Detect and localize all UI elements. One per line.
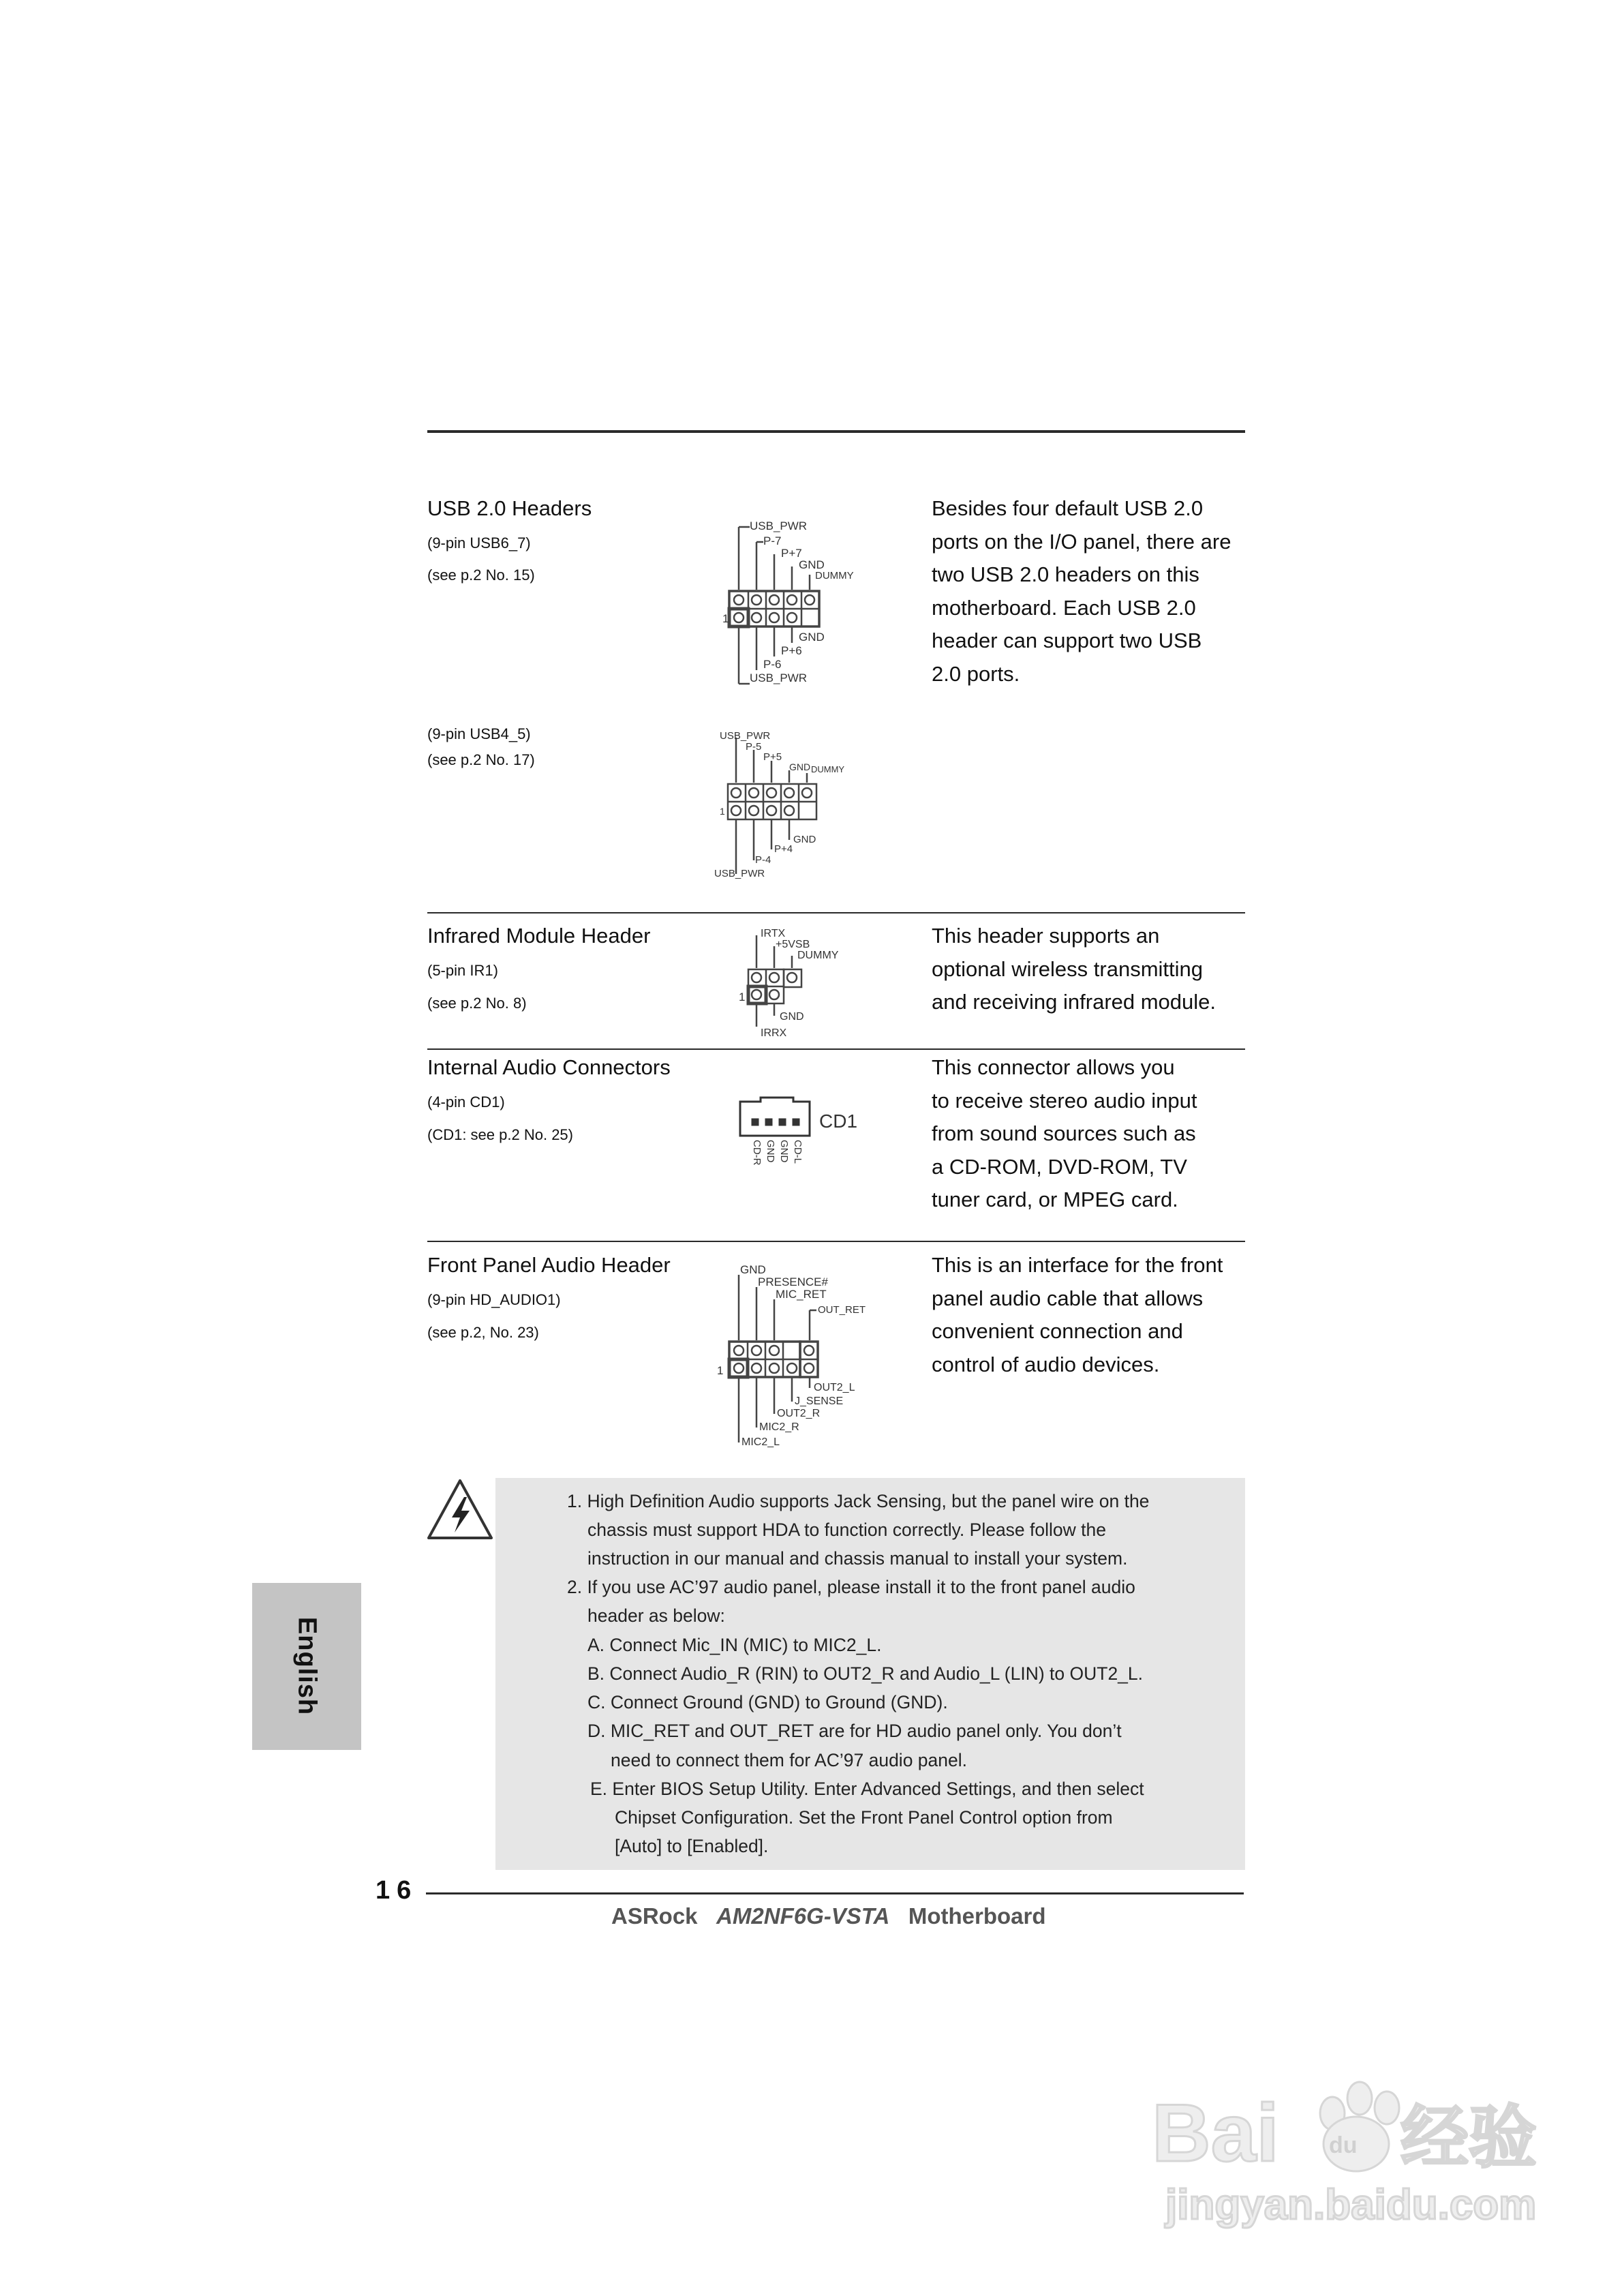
svg-text:MIC2_L: MIC2_L bbox=[741, 1436, 780, 1448]
svg-text:1: 1 bbox=[717, 1364, 724, 1377]
svg-text:GND: GND bbox=[793, 834, 816, 845]
svg-text:USB_PWR: USB_PWR bbox=[720, 730, 771, 742]
svg-text:GND: GND bbox=[740, 1263, 766, 1276]
svg-text:P+7: P+7 bbox=[781, 547, 802, 560]
svg-text:GND: GND bbox=[778, 1140, 790, 1163]
svg-text:P-4: P-4 bbox=[755, 854, 771, 866]
svg-text:经验: 经验 bbox=[1401, 2098, 1537, 2177]
svg-text:OUT2_L: OUT2_L bbox=[814, 1382, 855, 1393]
svg-text:MIC_RET: MIC_RET bbox=[776, 1288, 827, 1301]
usb-title: USB 2.0 Headers bbox=[427, 496, 592, 520]
audio-description: This connector allows you to receive stereo audio input from sound sources such as a CD-ROM, DVD-ROM, TV tuner card, or MPEG card. bbox=[932, 1055, 1197, 1211]
svg-text:USB_PWR: USB_PWR bbox=[750, 671, 808, 684]
svg-text:GND: GND bbox=[789, 761, 811, 772]
svg-text:CD1: CD1 bbox=[819, 1111, 858, 1132]
svg-text:DUMMY: DUMMY bbox=[797, 950, 839, 961]
svg-text:GND: GND bbox=[780, 1011, 804, 1023]
svg-text:1: 1 bbox=[722, 612, 729, 625]
usb45-sub-1: (9-pin USB4_5) bbox=[427, 725, 531, 742]
svg-text:CD-R: CD-R bbox=[751, 1140, 763, 1166]
svg-text:jingyan.baidu.com: jingyan.baidu.com bbox=[1165, 2181, 1537, 2229]
baidu-paw-logo bbox=[1152, 2059, 1547, 2236]
svg-text:IRRX: IRRX bbox=[761, 1027, 787, 1039]
svg-text:+5VSB: +5VSB bbox=[776, 939, 810, 950]
hd-audio-pin-diagram bbox=[716, 1261, 893, 1462]
audio-title: Internal Audio Connectors bbox=[427, 1055, 671, 1079]
svg-text:IRTX: IRTX bbox=[761, 928, 786, 939]
svg-text:P-7: P-7 bbox=[763, 534, 782, 547]
svg-text:P+5: P+5 bbox=[763, 751, 782, 763]
svg-text:P-6: P-6 bbox=[763, 658, 782, 671]
ir1-pin-diagram bbox=[736, 926, 859, 1042]
infrared-description: This header supports an optional wireless transmitting and receiving infrared module. bbox=[932, 924, 1216, 1014]
footer-rule bbox=[426, 1892, 1244, 1894]
svg-text:USB_PWR: USB_PWR bbox=[714, 868, 765, 879]
svg-text:OUT_RET: OUT_RET bbox=[818, 1304, 866, 1316]
svg-text:OUT2_R: OUT2_R bbox=[777, 1408, 821, 1419]
svg-text:1: 1 bbox=[739, 991, 746, 1003]
usb-sub-2: (see p.2 No. 15) bbox=[427, 567, 535, 584]
audio-sub-2: (CD1: see p.2 No. 25) bbox=[427, 1126, 573, 1143]
usb67-label: USB_PWR bbox=[750, 519, 808, 532]
warning-lightning-icon bbox=[426, 1478, 494, 1541]
language-tab bbox=[252, 1583, 361, 1750]
infrared-sub-1: (5-pin IR1) bbox=[427, 962, 498, 979]
front-audio-sub-1: (9-pin HD_AUDIO1) bbox=[427, 1291, 561, 1308]
baidu-watermark bbox=[1152, 2059, 1547, 2236]
svg-text:J_SENSE: J_SENSE bbox=[795, 1395, 844, 1407]
infrared-sub-2: (see p.2 No. 8) bbox=[427, 995, 527, 1012]
svg-text:CD-L: CD-L bbox=[792, 1140, 804, 1164]
audio-sub-1: (4-pin CD1) bbox=[427, 1093, 505, 1111]
front-audio-title: Front Panel Audio Header bbox=[427, 1253, 671, 1277]
svg-text:P+6: P+6 bbox=[781, 644, 802, 657]
svg-text:DUMMY: DUMMY bbox=[815, 570, 854, 581]
svg-text:GND: GND bbox=[765, 1140, 776, 1163]
footer-title: ASRock AM2NF6G-VSTA Motherboard bbox=[611, 1903, 1046, 1929]
svg-text:MIC2_R: MIC2_R bbox=[759, 1421, 799, 1433]
usb45-sub-2: (see p.2 No. 17) bbox=[427, 751, 535, 768]
divider-infrared bbox=[427, 912, 1245, 913]
top-rule bbox=[427, 430, 1245, 433]
svg-text:P-5: P-5 bbox=[746, 741, 762, 753]
front-audio-description: This is an interface for the front panel audio cable that allows convenient connection and control of audio devices. bbox=[932, 1253, 1223, 1376]
svg-text:Bai: Bai bbox=[1152, 2087, 1279, 2179]
divider-audio bbox=[427, 1048, 1245, 1050]
page-number: 16 bbox=[376, 1876, 418, 1905]
usb-description: Besides four default USB 2.0 ports on the I/O panel, there are two USB 2.0 headers on this motherboard. Each USB 2.0 header can support two USB 2.0 ports. bbox=[932, 496, 1231, 686]
svg-text:1: 1 bbox=[720, 806, 725, 817]
svg-text:GND: GND bbox=[799, 558, 825, 571]
divider-front-audio bbox=[427, 1241, 1245, 1242]
language-tab-label: English bbox=[292, 1616, 322, 1716]
usb45-pin-diagram bbox=[709, 729, 872, 886]
svg-text:P+4: P+4 bbox=[774, 843, 793, 855]
usb67-pin-diagram bbox=[722, 515, 886, 685]
svg-text:du: du bbox=[1329, 2132, 1358, 2158]
usb-sub-1: (9-pin USB6_7) bbox=[427, 534, 531, 552]
infrared-title: Infrared Module Header bbox=[427, 924, 651, 948]
front-audio-sub-2: (see p.2, No. 23) bbox=[427, 1324, 539, 1341]
svg-text:DUMMY: DUMMY bbox=[811, 764, 845, 774]
cd1-connector-diagram bbox=[736, 1096, 872, 1185]
svg-text:PRESENCE#: PRESENCE# bbox=[758, 1275, 828, 1288]
svg-text:GND: GND bbox=[799, 631, 825, 644]
